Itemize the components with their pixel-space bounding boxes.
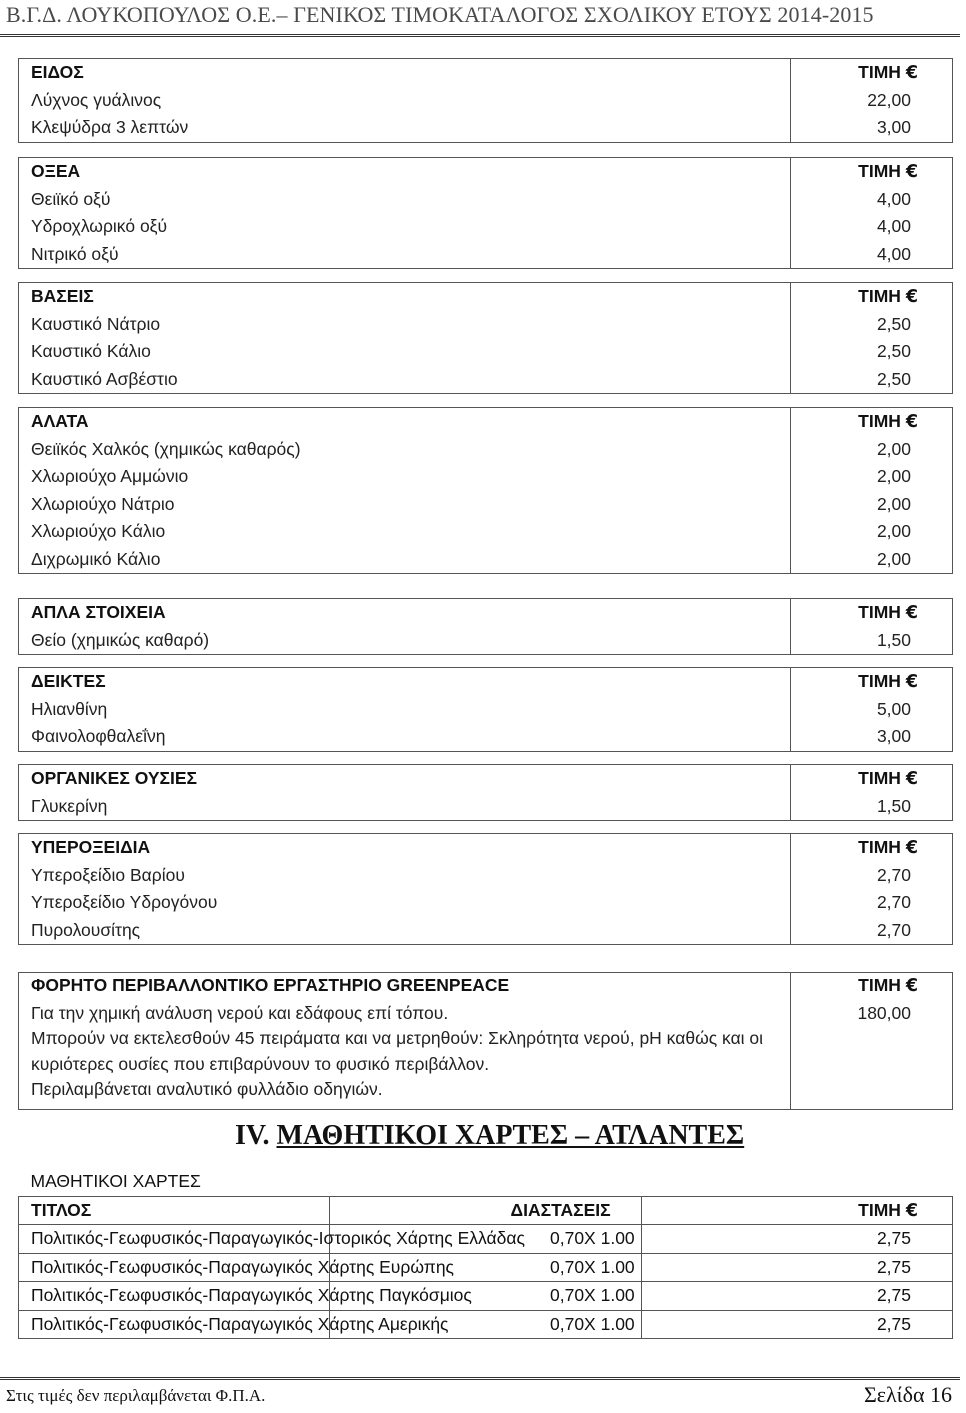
item-name: Καυστικό Νάτριο [19,311,791,339]
price-column-heading [641,1196,952,1225]
table-row [19,696,953,724]
map-dimensions: 0,70Χ 1.00 [330,1225,641,1254]
euro-icon: € [905,672,918,693]
item-name: Υπεροξείδιο Υδρογόνου [19,889,791,917]
price-column-heading [791,283,953,311]
map-title: Πολιτικός-Γεωφυσικός-Παραγωγικός Χάρτης Παγκόσμιος [19,1282,330,1311]
table-row [19,1225,953,1254]
table-row [19,889,953,917]
table-row [19,436,953,464]
section-header-row [19,283,953,311]
table-row [19,366,953,394]
maps-group-heading: ΜΑΘΗΤΙΚΟΙ ΧΑΡΤΕΣ [30,1171,201,1192]
table-row [19,518,953,546]
maps-group-row [19,1168,953,1196]
item-price: 4,00 [791,213,953,241]
item-price: 4,00 [791,186,953,214]
price-label: ΤΙΜΗ [858,161,901,182]
section-heading: ΕΙΔΟΣ [19,59,791,87]
item-price: 180,00 [791,1001,953,1110]
item-price: 2,00 [791,436,953,464]
table-row [19,87,953,115]
price-section-table [18,764,953,821]
description-line: Περιλαμβάνεται αναλυτικό φυλλάδιο οδηγιών. [31,1079,383,1099]
item-price: 2,50 [791,338,953,366]
item-name: Νιτρικό οξύ [19,241,791,269]
price-column-heading [791,59,953,87]
section-header-row [19,668,953,696]
description-line: Για την χημική ανάλυση νερού και εδάφους επί τόπου. [31,1002,449,1023]
map-dimensions: 0,70Χ 1.00 [330,1253,641,1282]
vat-note: Στις τιμές δεν περιλαμβάνεται Φ.Π.Α. [6,1386,266,1405]
item-name: Πυρολουσίτης [19,917,791,945]
euro-icon: € [905,769,918,790]
price-column-heading [791,158,953,186]
item-name: Διχρωμικό Κάλιο [19,546,791,574]
page-number: Σελίδα 16 [863,1382,952,1407]
item-description [19,1001,791,1110]
section-heading: ΔΕΙΚΤΕΣ [19,668,791,696]
table-row [19,114,953,142]
table-row [19,793,953,821]
item-price: 3,00 [791,723,953,751]
section-heading: ΑΛΑΤΑ [19,408,791,436]
section-heading: ΟΡΓΑΝΙΚΕΣ ΟΥΣΙΕΣ [19,765,791,793]
table-row [19,723,953,751]
item-price: 2,00 [791,491,953,519]
euro-icon: € [905,63,918,84]
section-heading: ΒΑΣΕΙΣ [19,283,791,311]
price-section-table [18,598,953,655]
item-price: 2,00 [791,463,953,491]
section-header-row [19,408,953,436]
page-header-title: Β.Γ.Δ. ΛΟΥΚΟΠΟΥΛΟΣ Ο.Ε.– ΓΕΝΙΚΟΣ ΤΙΜΟΚΑΤΑΛΟΓΟΣ ΣΧΟΛΙΚΟΥ ΕΤΟΥΣ 2014-2015 [6,2,874,27]
table-row [19,1253,953,1282]
price-label: ΤΙΜΗ [858,768,901,789]
maps-section-heading: ΜΑΘΗΤΙΚΟΙ ΧΑΡΤΕΣ – ΑΤΛΑΝΤΕΣ [276,1120,745,1151]
item-price: 1,50 [791,793,953,821]
euro-icon: € [905,838,918,859]
item-price: 4,00 [791,241,953,269]
price-section-table [18,407,953,574]
price-label: ΤΙΜΗ [858,411,901,432]
map-price: 2,75 [641,1282,952,1311]
item-price: 2,70 [791,889,953,917]
table-row [19,241,953,269]
price-label: ΤΙΜΗ [858,837,901,858]
description-line: Μπορούν να εκτελεσθούν 45 πειράματα και να μετρηθούν: Σκληρότητα νερού, pH καθώς και οι κυριότερες ουσίες που επιβαρύνουν το φυσικό περιβάλλον. [31,1028,764,1074]
price-label: ΤΙΜΗ [858,286,901,307]
section-heading: ΦΟΡΗΤΟ ΠΕΡΙΒΑΛΛΟΝΤΙΚΟ ΕΡΓΑΣΤΗΡΙΟ GREENPEACE [19,973,791,1001]
table-row [19,463,953,491]
item-name: Λύχνος γυάλινος [19,87,791,115]
euro-icon: € [905,1200,918,1221]
price-column-heading [791,765,953,793]
maps-title-heading: ΤΙΤΛΟΣ [19,1196,330,1225]
item-name: Φαινολοφθαλεΐνη [19,723,791,751]
table-row [19,338,953,366]
item-price: 1,50 [791,627,953,655]
euro-icon: € [905,976,918,996]
table-row [19,862,953,890]
item-name: Υδροχλωρικό οξύ [19,213,791,241]
item-name: Χλωριούχο Αμμώνιο [19,463,791,491]
section-header-row [19,834,953,862]
item-price: 5,00 [791,696,953,724]
item-price: 3,00 [791,114,953,142]
map-title: Πολιτικός-Γεωφυσικός-Παραγωγικός Χάρτης Ευρώπης [19,1253,330,1282]
table-row [19,1310,953,1339]
price-column-heading [791,973,953,1001]
item-name: Χλωριούχο Κάλιο [19,518,791,546]
section-header-row [19,158,953,186]
euro-icon: € [905,603,918,624]
item-price: 2,70 [791,862,953,890]
price-label: ΤΙΜΗ [858,602,901,623]
maps-header-row [19,1196,953,1225]
item-price: 2,00 [791,518,953,546]
table-row [19,186,953,214]
section-heading: ΟΞΕΑ [19,158,791,186]
table-row [19,311,953,339]
item-name: Ηλιανθίνη [19,696,791,724]
section-heading: ΑΠΛΑ ΣΤΟΙΧΕΙΑ [19,599,791,627]
table-row [19,1001,953,1110]
price-label: ΤΙΜΗ [858,671,901,692]
item-name: Κλεψύδρα 3 λεπτών [19,114,791,142]
item-name: Καυστικό Κάλιο [19,338,791,366]
item-name: Χλωριούχο Νάτριο [19,491,791,519]
item-price: 2,00 [791,546,953,574]
euro-icon: € [905,287,918,308]
map-price: 2,75 [641,1225,952,1254]
price-column-heading [791,408,953,436]
section-header-row [19,973,953,1001]
price-column-heading [791,834,953,862]
price-column-heading [791,599,953,627]
item-price: 22,00 [791,87,953,115]
euro-icon: € [905,162,918,183]
table-row [19,491,953,519]
table-row [19,1282,953,1311]
price-section-table [18,833,953,945]
item-price: 2,50 [791,366,953,394]
maps-table [18,1168,953,1339]
section-header-row [19,59,953,87]
item-name: Καυστικό Ασβέστιο [19,366,791,394]
map-dimensions: 0,70Χ 1.00 [330,1282,641,1311]
maps-section-numeral: IV. [235,1120,270,1151]
price-label: ΤΙΜΗ [858,62,901,83]
maps-dims-heading: ΔΙΑΣΤΑΣΕΙΣ [330,1196,641,1225]
map-title: Πολιτικός-Γεωφυσικός-Παραγωγικός-Ιστορικός Χάρτης Ελλάδας [19,1225,330,1254]
item-name: Γλυκερίνη [19,793,791,821]
item-name: Θειϊκό οξύ [19,186,791,214]
greenpeace-section-table [18,972,953,1110]
map-price: 2,75 [641,1310,952,1339]
map-dimensions: 0,70Χ 1.00 [330,1310,641,1339]
section-heading: ΥΠΕΡΟΞΕΙΔΙΑ [19,834,791,862]
price-label: ΤΙΜΗ [858,975,901,995]
map-price: 2,75 [641,1253,952,1282]
footer-rule [0,1377,960,1380]
price-section-table [18,157,953,269]
table-row [19,546,953,574]
table-row [19,213,953,241]
euro-icon: € [905,412,918,433]
item-name: Θειϊκός Χαλκός (χημικώς καθαρός) [19,436,791,464]
maps-section-title [235,1120,744,1152]
section-header-row [19,599,953,627]
item-name: Θείο (χημικώς καθαρό) [19,627,791,655]
item-price: 2,50 [791,311,953,339]
header-rule [0,34,960,37]
section-header-row [19,765,953,793]
table-row [19,627,953,655]
table-row [19,917,953,945]
price-section-table [18,282,953,394]
price-section-table [18,58,953,143]
price-column-heading [791,668,953,696]
item-name: Υπεροξείδιο Βαρίου [19,862,791,890]
item-price: 2,70 [791,917,953,945]
map-title: Πολιτικός-Γεωφυσικός-Παραγωγικός Χάρτης Αμερικής [19,1310,330,1339]
price-section-table [18,667,953,752]
price-label: ΤΙΜΗ [858,1199,901,1220]
